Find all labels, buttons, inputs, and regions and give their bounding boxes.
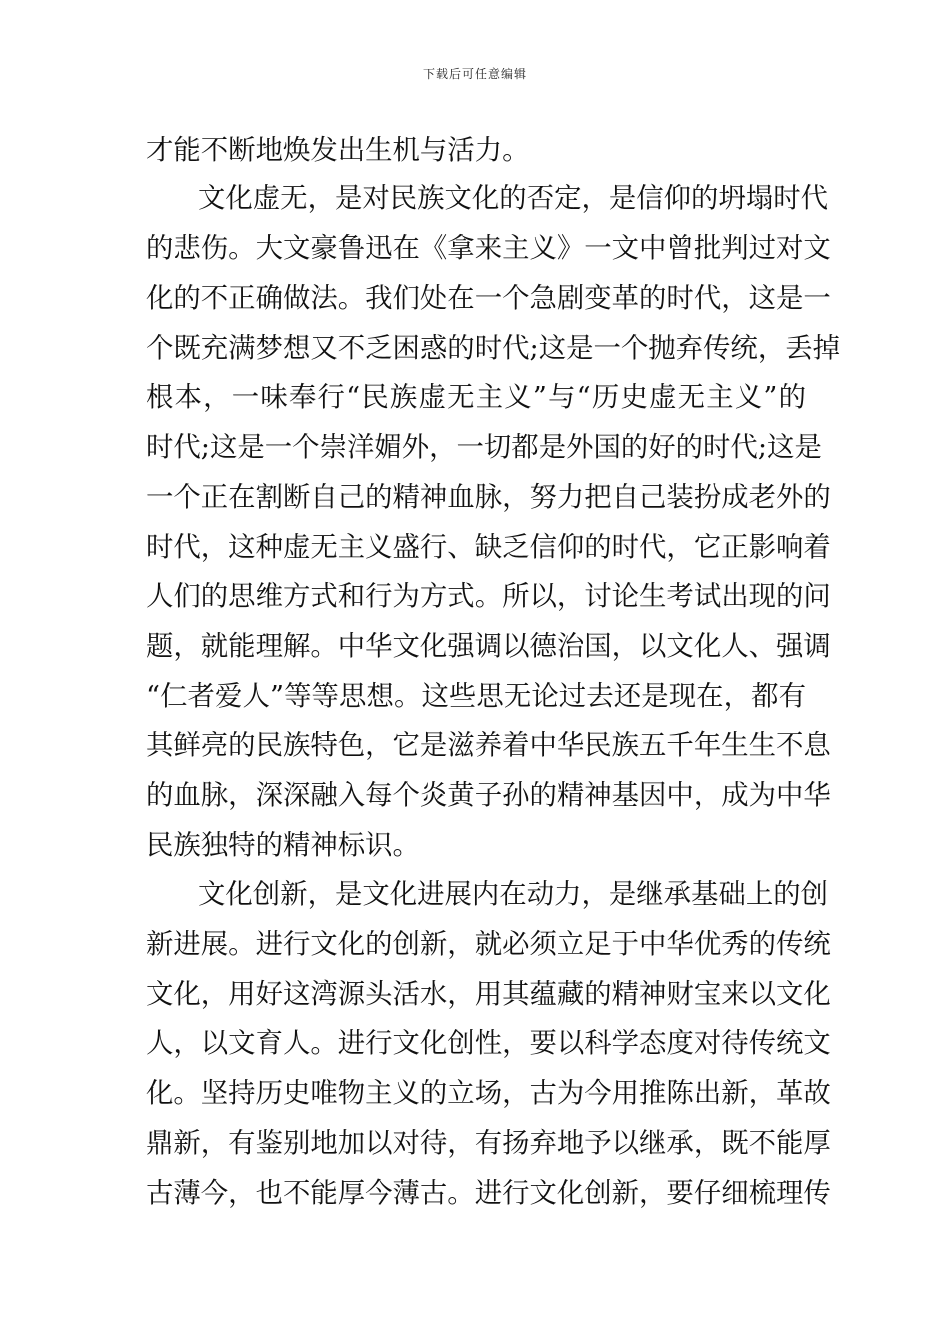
text-line: 才能不断地焕发出生机与活力。 <box>146 135 530 166</box>
text-line: 民族独特的精神标识。 <box>146 830 420 861</box>
text-line: 人，以文育人。进行文化创性，要以科学态度对待传统文 <box>146 1028 831 1059</box>
text-line: 时代，这种虚无主义盛行、缺乏信仰的时代，它正影响着 <box>146 532 831 563</box>
text-line: 化的不正确做法。我们处在一个急剧变革的时代，这是一 <box>146 283 831 314</box>
text-line: 的血脉，深深融入每个炎黄子孙的精神基因中，成为中华 <box>146 780 831 811</box>
text-line: 新进展。进行文化的创新，就必须立足于中华优秀的传统 <box>146 929 831 960</box>
text-line: 题，就能理解。中华文化强调以德治国，以文化人、强调 <box>146 631 831 662</box>
text-line: 其鲜亮的民族特色，它是滋养着中华民族五千年生生不息 <box>146 730 831 761</box>
text-line: 鼎新，有鉴别地加以对待，有扬弃地予以继承，既不能厚 <box>146 1128 831 1159</box>
text-line: 化。坚持历史唯物主义的立场，古为今用推陈出新，革故 <box>146 1078 831 1109</box>
text-line: 人们的思维方式和行为方式。所以，讨论生考试出现的问 <box>146 581 831 612</box>
text-line: 一个正在割断自己的精神血脉，努力把自己装扮成老外的 <box>146 482 831 513</box>
text-line: 文化，用好这湾源头活水，用其蕴藏的精神财宝来以文化 <box>146 979 831 1010</box>
text-line: 古薄今，也不能厚今薄古。进行文化创新，要仔细梳理传 <box>146 1178 831 1209</box>
page-header: 下载后可任意编辑 <box>422 67 527 81</box>
text-line: 个既充满梦想又不乏困惑的时代;这是一个抛弃传统，丢掉 <box>146 333 840 364</box>
text-line: “仁者爱人”等等思想。这些思无论过去还是现在，都有 <box>146 681 806 712</box>
text-line: 时代;这是一个崇洋媚外，一切都是外国的好的时代;这是 <box>146 432 822 463</box>
paragraph-first-line: 文化虚无，是对民族文化的否定，是信仰的坍塌时代 <box>198 183 828 214</box>
paragraph-first-line: 文化创新，是文化进展内在动力，是继承基础上的创 <box>198 879 828 910</box>
text-line: 根本，一味奉行“民族虚无主义”与“历史虚无主义”的 <box>146 382 806 413</box>
text-line: 的悲伤。大文豪鲁迅在《拿来主义》一文中曾批判过对文 <box>146 233 831 264</box>
